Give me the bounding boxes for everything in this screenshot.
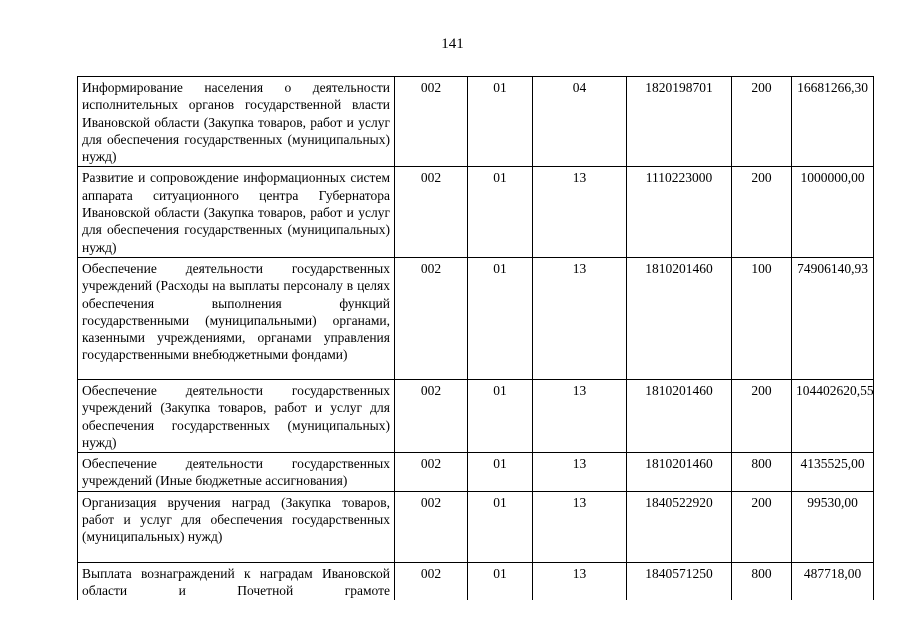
section-code: 01 (468, 257, 533, 379)
expense-type-code: 200 (732, 77, 792, 167)
subsection-code: 13 (533, 562, 627, 600)
subsection-code: 13 (533, 491, 627, 562)
table-row (78, 167, 874, 257)
ministry-code: 002 (395, 77, 468, 167)
expense-type-code: 200 (732, 167, 792, 257)
row-description: Организация вручения наград (Закупка товаров, работ и услуг для обеспечения государственных (муниципальных) нужд) (78, 491, 395, 562)
ministry-code: 002 (395, 562, 468, 600)
page-number: 141 (441, 36, 464, 52)
section-code: 01 (468, 167, 533, 257)
section-code: 01 (468, 77, 533, 167)
table-row (78, 453, 874, 492)
target-article-code: 1810201460 (627, 453, 732, 492)
target-article-code: 1110223000 (627, 167, 732, 257)
row-description: Развитие и сопровождение информационных систем аппарата ситуационного центра Губернатора Ивановской области (Закупка товаров, работ и услуг для обеспечения государственных (муниципальных) нужд) (78, 167, 395, 257)
ministry-code: 002 (395, 453, 468, 492)
target-article-code: 1810201460 (627, 257, 732, 379)
amount: 16681266,30 (792, 77, 874, 167)
table-row (78, 257, 874, 379)
section-code: 01 (468, 453, 533, 492)
amount: 487718,00 (792, 562, 874, 600)
section-code: 01 (468, 562, 533, 600)
expense-type-code: 800 (732, 562, 792, 600)
subsection-code: 13 (533, 167, 627, 257)
table-row (78, 379, 874, 452)
target-article-code: 1840522920 (627, 491, 732, 562)
amount: 74906140,93 (792, 257, 874, 379)
expense-type-code: 100 (732, 257, 792, 379)
expense-type-code: 200 (732, 491, 792, 562)
budget-table (77, 76, 874, 600)
subsection-code: 13 (533, 379, 627, 452)
ministry-code: 002 (395, 257, 468, 379)
table-row (78, 562, 874, 600)
ministry-code: 002 (395, 491, 468, 562)
target-article-code: 1840571250 (627, 562, 732, 600)
amount: 99530,00 (792, 491, 874, 562)
expense-type-code: 800 (732, 453, 792, 492)
subsection-code: 04 (533, 77, 627, 167)
amount: 1000000,00 (792, 167, 874, 257)
table-row (78, 491, 874, 562)
section-code: 01 (468, 491, 533, 562)
section-code: 01 (468, 379, 533, 452)
subsection-code: 13 (533, 453, 627, 492)
row-description: Обеспечение деятельности государственных учреждений (Расходы на выплаты персоналу в целях обеспечения выполнения функций государственными (муниципальными) органами, казенными учреждениями, органами управления государственными внебюджетными фондами) (78, 257, 395, 379)
target-article-code: 1810201460 (627, 379, 732, 452)
amount: 4135525,00 (792, 453, 874, 492)
amount: 104402620,55 (792, 379, 874, 452)
table-row (78, 77, 874, 167)
target-article-code: 1820198701 (627, 77, 732, 167)
ministry-code: 002 (395, 379, 468, 452)
row-description: Выплата вознаграждений к наградам Ивановской области и Почетной грамоте (78, 562, 395, 600)
row-description: Обеспечение деятельности государственных учреждений (Иные бюджетные ассигнования) (78, 453, 395, 492)
expense-type-code: 200 (732, 379, 792, 452)
row-description: Обеспечение деятельности государственных учреждений (Закупка товаров, работ и услуг для обеспечения государственных (муниципальных) нужд) (78, 379, 395, 452)
ministry-code: 002 (395, 167, 468, 257)
subsection-code: 13 (533, 257, 627, 379)
row-description: Информирование населения о деятельности исполнительных органов государственной власти Ивановской области (Закупка товаров, работ и услуг для обеспечения государственных (муниципальных) нужд) (78, 77, 395, 167)
